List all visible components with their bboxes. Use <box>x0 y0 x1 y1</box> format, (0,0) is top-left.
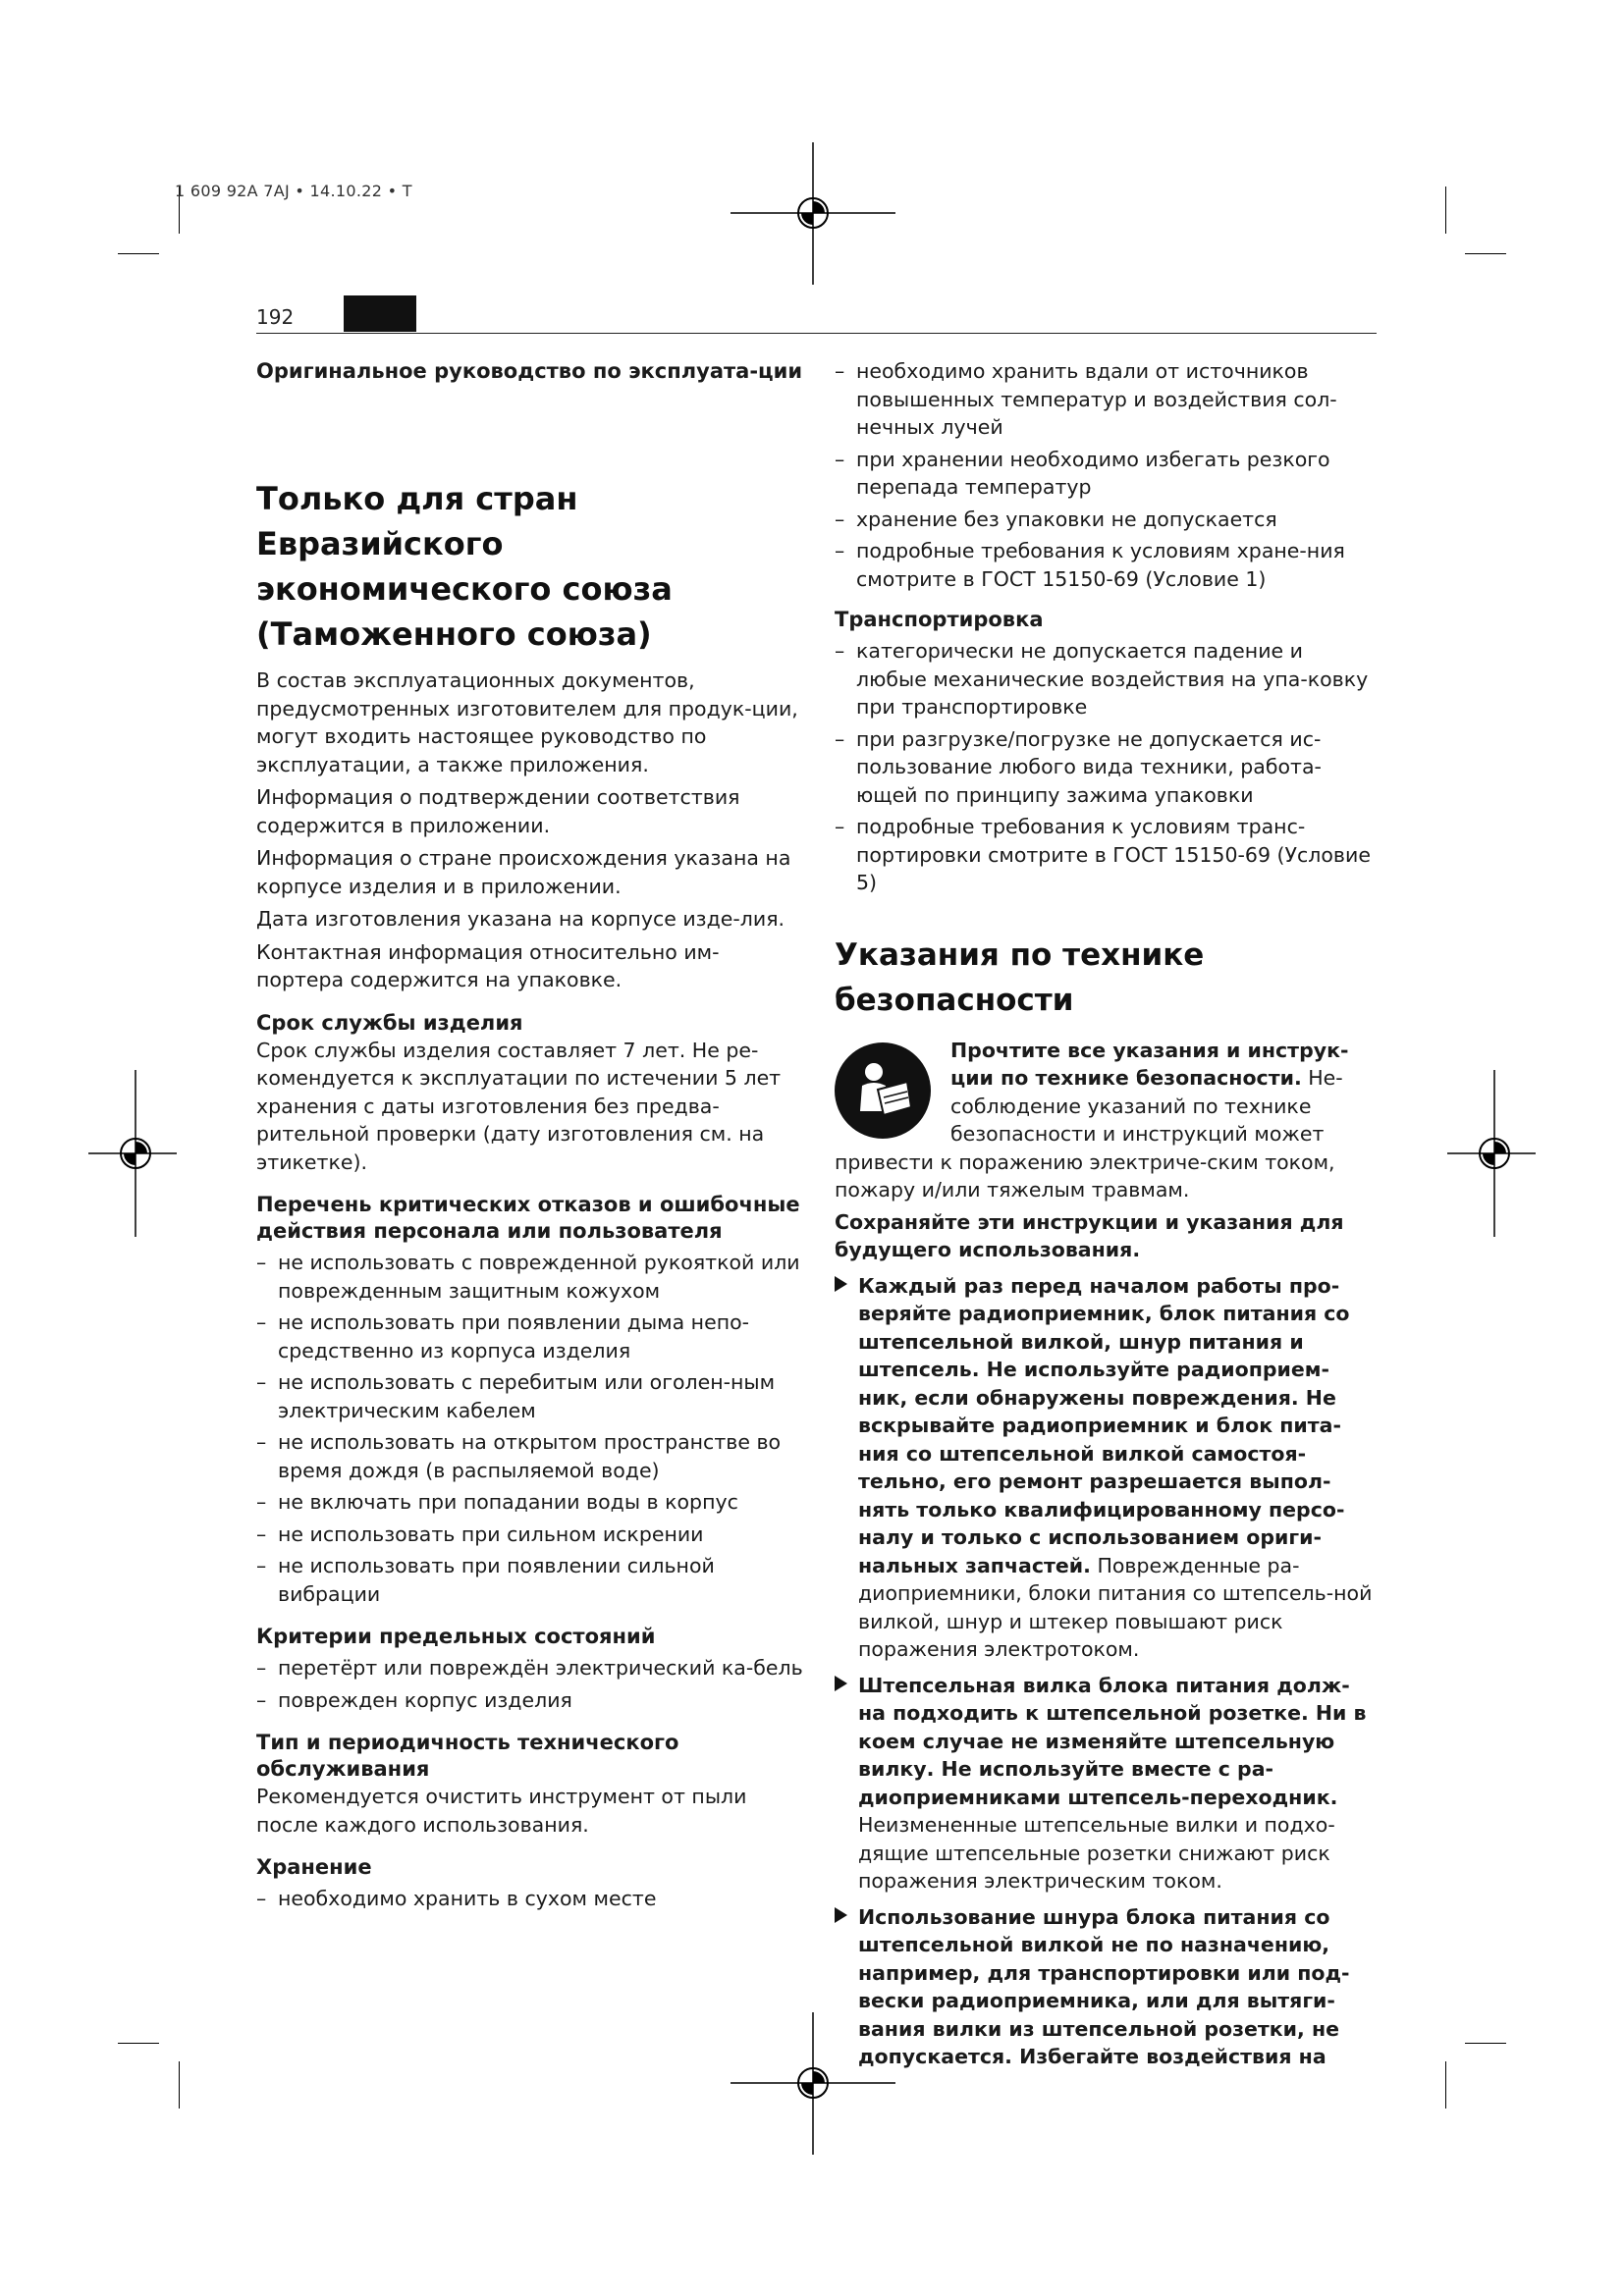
intro-paragraph: В состав эксплуатационных документов, предусмотренных изготовителем для продук-ции, могут входить настоящее руководство по эксплуатации, а также приложения. <box>256 668 798 776</box>
crop-mark <box>1445 2061 1446 2109</box>
bullet-triangle-icon <box>835 1907 847 1923</box>
crop-mark <box>1465 253 1506 254</box>
crop-mark <box>118 253 159 254</box>
maintenance-text: Рекомендуется очистить инструмент от пыли после каждого использования. <box>256 1785 747 1837</box>
list-item: – не использовать с поврежденной рукояткой или поврежденным защитным кожухом <box>256 1249 803 1305</box>
list-item: – не использовать при появлении дыма непо-средственно из корпуса изделия <box>256 1308 803 1364</box>
list-item: – хранение без упаковки не допускается <box>835 506 1377 534</box>
safety-bullets <box>835 1272 1377 2071</box>
list-item: – перетёрт или повреждён электрический ка-бель <box>256 1654 803 1682</box>
crop-mark <box>1465 2043 1506 2044</box>
limits-heading: Критерии предельных состояний <box>256 1625 656 1648</box>
page-number: 192 <box>256 305 295 329</box>
service-life-text: Срок службы изделия составляет 7 лет. Не ре-комендуется к эксплуатации по истечении 5 лет хранения с даты изготовления без предва-рительной проверки (дату изготовления см. на этикетке). <box>256 1038 782 1174</box>
intro-paragraph: Контактная информация относительно им-портера содержится на упаковке. <box>256 939 720 991</box>
list-item: – при разгрузке/погрузке не допускается ис-пользование любого вида техники, работа-ющей по принципу зажима упаковки <box>835 725 1377 810</box>
read-manual-icon <box>835 1042 931 1139</box>
registration-mark-left <box>88 1070 177 1237</box>
eaeu-title: Только для стран Евразийского экономического союза (Таможенного союза) <box>256 480 673 653</box>
page-tab-block <box>344 295 416 332</box>
transport-list <box>835 637 1377 897</box>
list-item: – поврежден корпус изделия <box>256 1686 803 1715</box>
storage-list <box>256 1885 803 1913</box>
list-item: – не включать при попадании воды в корпус <box>256 1488 803 1517</box>
safety-title: Указания по технике безопасности <box>835 936 1205 1018</box>
crop-mark <box>179 2061 180 2109</box>
bullet-triangle-icon <box>835 1676 847 1691</box>
list-item: – подробные требования к условиям хране-ния смотрите в ГОСТ 15150-69 (Условие 1) <box>835 537 1377 593</box>
registration-mark-top <box>731 142 895 285</box>
intro-paragraph: Информация о стране происхождения указана на корпусе изделия и в приложении. <box>256 846 791 898</box>
keep-instructions: Сохраняйте эти инструкции и указания для будущего использования. <box>835 1209 1344 1261</box>
intro-paragraph: Дата изготовления указана на корпусе изде-лия. <box>256 907 785 931</box>
read-instructions-bold: Прочтите все указания и инструк-ции по технике безопасности. <box>950 1038 1349 1090</box>
limits-list <box>256 1654 803 1714</box>
safety-bullet: Использование шнура блока питания со штепсельной вилкой не по назначению, например, для транспортировки или под-вески радиоприемника, или для вытяги-вания вилки из штепсельной розетки, не допускается. Избегайте воздействия на <box>835 1903 1377 2071</box>
read-instructions-block <box>835 1037 1377 1204</box>
failures-list <box>256 1249 803 1608</box>
transport-heading: Транспортировка <box>835 608 1044 631</box>
list-item: – необходимо хранить вдали от источников повышенных температур и воздействия сол-нечных лучей <box>835 357 1377 442</box>
list-item: – категорически не допускается падение и любые механические воздействия на упа-ковку при транспортировке <box>835 637 1377 721</box>
registration-mark-right <box>1447 1070 1536 1237</box>
list-item: – при хранении необходимо избегать резкого перепада температур <box>835 446 1377 502</box>
list-item: – не использовать при появлении сильной вибрации <box>256 1552 803 1608</box>
safety-bullet: Каждый раз перед началом работы про-веряйте радиоприемник, блок питания со штепсельной вилкой, шнур питания и штепсель. Не используйте радиоприем-ник, если обнаружены повреждения. Не вскрывайте радиоприемник и блок пита-ния со штепсельной вилкой самостоя-тельно, его ремонт разрешается выпол-нять только квалифицированному персо-налу и только с использованием ориги-нальных запчастей. Поврежденные ра-диоприемники, блоки питания со штепсель-ной вилкой, шнур и штекер повышают риск поражения электротоком. <box>835 1272 1377 1664</box>
print-code: 1 609 92A 7AJ • 14.10.22 • T <box>175 182 412 200</box>
service-life-heading: Срок службы изделия <box>256 1010 523 1035</box>
storage-heading: Хранение <box>256 1855 372 1879</box>
list-item: – подробные требования к условиям транс-портировки смотрите в ГОСТ 15150-69 (Условие 5) <box>835 813 1377 897</box>
crop-mark <box>1445 187 1446 234</box>
list-item: – не использовать при сильном искрении <box>256 1521 803 1549</box>
safety-bullet: Штепсельная вилка блока питания долж-на подходить к штепсельной розетке. Ни в коем случае не изменяйте штепсельную вилку. Не используйте вместе с ра-диоприемниками штепсель-переходник. Неизмененные штепсельные вилки и подхо-дящие штепсельные розетки снижают риск поражения электрическим током. <box>835 1672 1377 1896</box>
intro-section <box>256 667 803 994</box>
list-item: – не использовать с перебитым или оголен-ным электрическим кабелем <box>256 1368 803 1424</box>
crop-mark <box>118 2043 159 2044</box>
header-rule <box>256 333 1377 334</box>
bullet-triangle-icon <box>835 1276 847 1292</box>
intro-paragraph: Информация о подтверждении соответствия содержится в приложении. <box>256 785 740 837</box>
list-item: – не использовать на открытом пространстве во время дождя (в распыляемой воде) <box>256 1428 803 1484</box>
right-column <box>835 357 1377 2071</box>
read-instructions-text: Не-соблюдение указаний по технике безопасности и инструкций может привести к поражению электриче-ским током, пожару и/или тяжелым травмам. <box>835 1066 1343 1201</box>
failures-heading: Перечень критических отказов и ошибочные действия персонала или пользователя <box>256 1193 800 1243</box>
storage-list-continued <box>835 357 1377 593</box>
original-manual-label: Оригинальное руководство по эксплуата-ции <box>256 359 803 383</box>
left-column <box>256 357 803 1913</box>
list-item: – необходимо хранить в сухом месте <box>256 1885 803 1913</box>
maintenance-heading: Тип и периодичность технического обслуживания <box>256 1731 679 1781</box>
